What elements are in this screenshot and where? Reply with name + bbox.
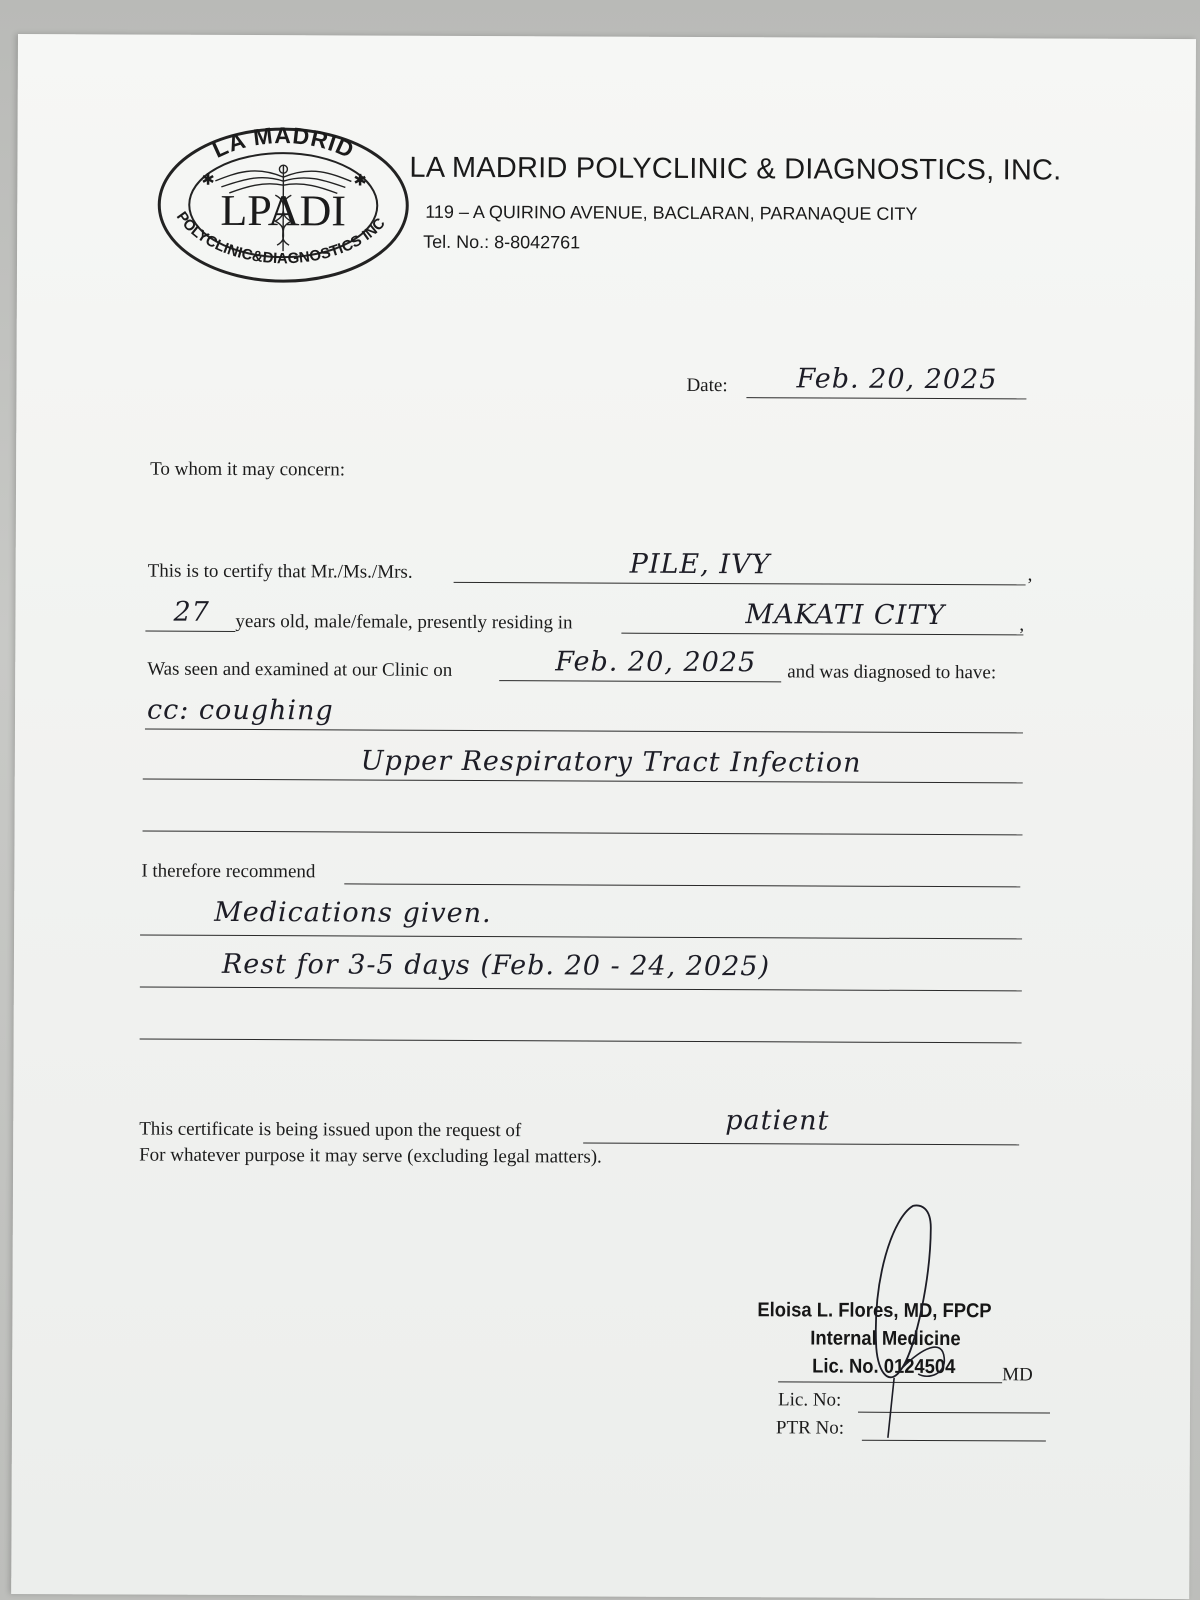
age-value: 27 [173,596,210,628]
lic-label: Lic. No: [778,1389,842,1411]
diagnosed-label: and was diagnosed to have: [787,661,997,684]
seen-label: Was seen and examined at our Clinic on [147,658,453,681]
doctor-license: Lic. No. 0124504 [812,1355,956,1379]
recommend-value-2: Rest for 3-5 days (Feb. 20 - 24, 2025) [221,948,771,983]
ptr-label: PTR No: [775,1417,845,1439]
date-label: Date: [686,374,728,397]
recommend-line-2 [140,987,1022,992]
doctor-signature [832,1198,973,1449]
date-line [746,397,1026,399]
clinic-address: 119 – A QUIRINO AVENUE, BACLARAN, PARANAQUE CITY [425,201,918,224]
svg-text:✱: ✱ [353,170,367,190]
clinic-name: LA MADRID POLYCLINIC & DIAGNOSTICS, INC. [409,151,1062,187]
clinic-logo [155,125,412,286]
recommend-value-1: Medications given. [214,896,492,930]
diagnosis-value-2: Upper Respiratory Tract Infection [360,745,862,779]
recommend-line-3 [140,1039,1022,1044]
seen-date: Feb. 20, 2025 [555,646,757,679]
recommend-line-0 [344,883,1020,887]
request-label: This certificate is being issued upon the request of [139,1118,522,1142]
doctor-name: Eloisa L. Flores, MD, FPCP [757,1299,992,1323]
request-line [583,1142,1019,1145]
patient-name: PILE, IVY [629,548,771,581]
age-line [145,631,235,632]
date-value: Feb. 20, 2025 [796,363,998,396]
certificate-paper: LPADI LA MADRID POLYCLINIC&DIAGNOSTICS INC ✱ ✱ LA MADRID POLYCLINIC & DIAGNOSTICS, INC. 119 – A QUIRINO AVENUE, BACLARAN, PARANAQUE CITY Tel. No.: 8-8042761 Date: Feb. 20, 2025 To whom it may concern: This is to certify that Mr./Ms./Mrs. , PILE, IVY 27 years old, male/female, presently residing in , MAKATI CITY Was seen and examined at our Clinic on Feb. 20, 2025 and was diagnosed to have: cc: coughing Upper Respiratory Tract Infection I therefore recommend Medications given. Rest for 3-5 days (Feb. 20 - 24, 2025) This certificate is being issued upon the request of patient For whatever purpose it may serve (excluding legal matters). Eloisa L. Flores, MD, FPCP Internal Medicine Lic. No. 0124504 MD Lic. No: PTR No: [11,34,1196,1599]
patient-name-line [454,582,1026,585]
seen-date-line [499,680,781,682]
recommend-line-1 [140,935,1022,940]
logo-center-text: LPADI [220,185,347,236]
diagnosis-line-1 [145,729,1023,734]
residence-line [621,633,1023,636]
logo-bottom-text: POLYCLINIC&DIAGNOSTICS INC [172,208,389,268]
request-value: patient [725,1105,830,1137]
md-suffix: MD [1002,1364,1033,1386]
logo-top-text: LA MADRID [208,124,359,164]
svg-text:LA MADRID [208,125,358,164]
salutation: To whom it may concern: [150,458,346,481]
doctor-specialty: Internal Medicine [810,1327,961,1351]
diagnosis-value-1: cc: coughing [146,694,334,727]
diagnosis-line-3 [143,831,1023,836]
purpose-text: For whatever purpose it may serve (excluding legal matters). [139,1144,602,1168]
residence: MAKATI CITY [745,599,946,632]
certify-label: This is to certify that Mr./Ms./Mrs. [147,560,413,583]
diagnosis-line-2 [143,779,1023,784]
clinic-tel: Tel. No.: 8-8042761 [423,231,581,253]
recommend-label: I therefore recommend [141,860,316,883]
age-label: years old, male/female, presently residing in [235,610,573,634]
svg-text:✱: ✱ [201,169,215,189]
